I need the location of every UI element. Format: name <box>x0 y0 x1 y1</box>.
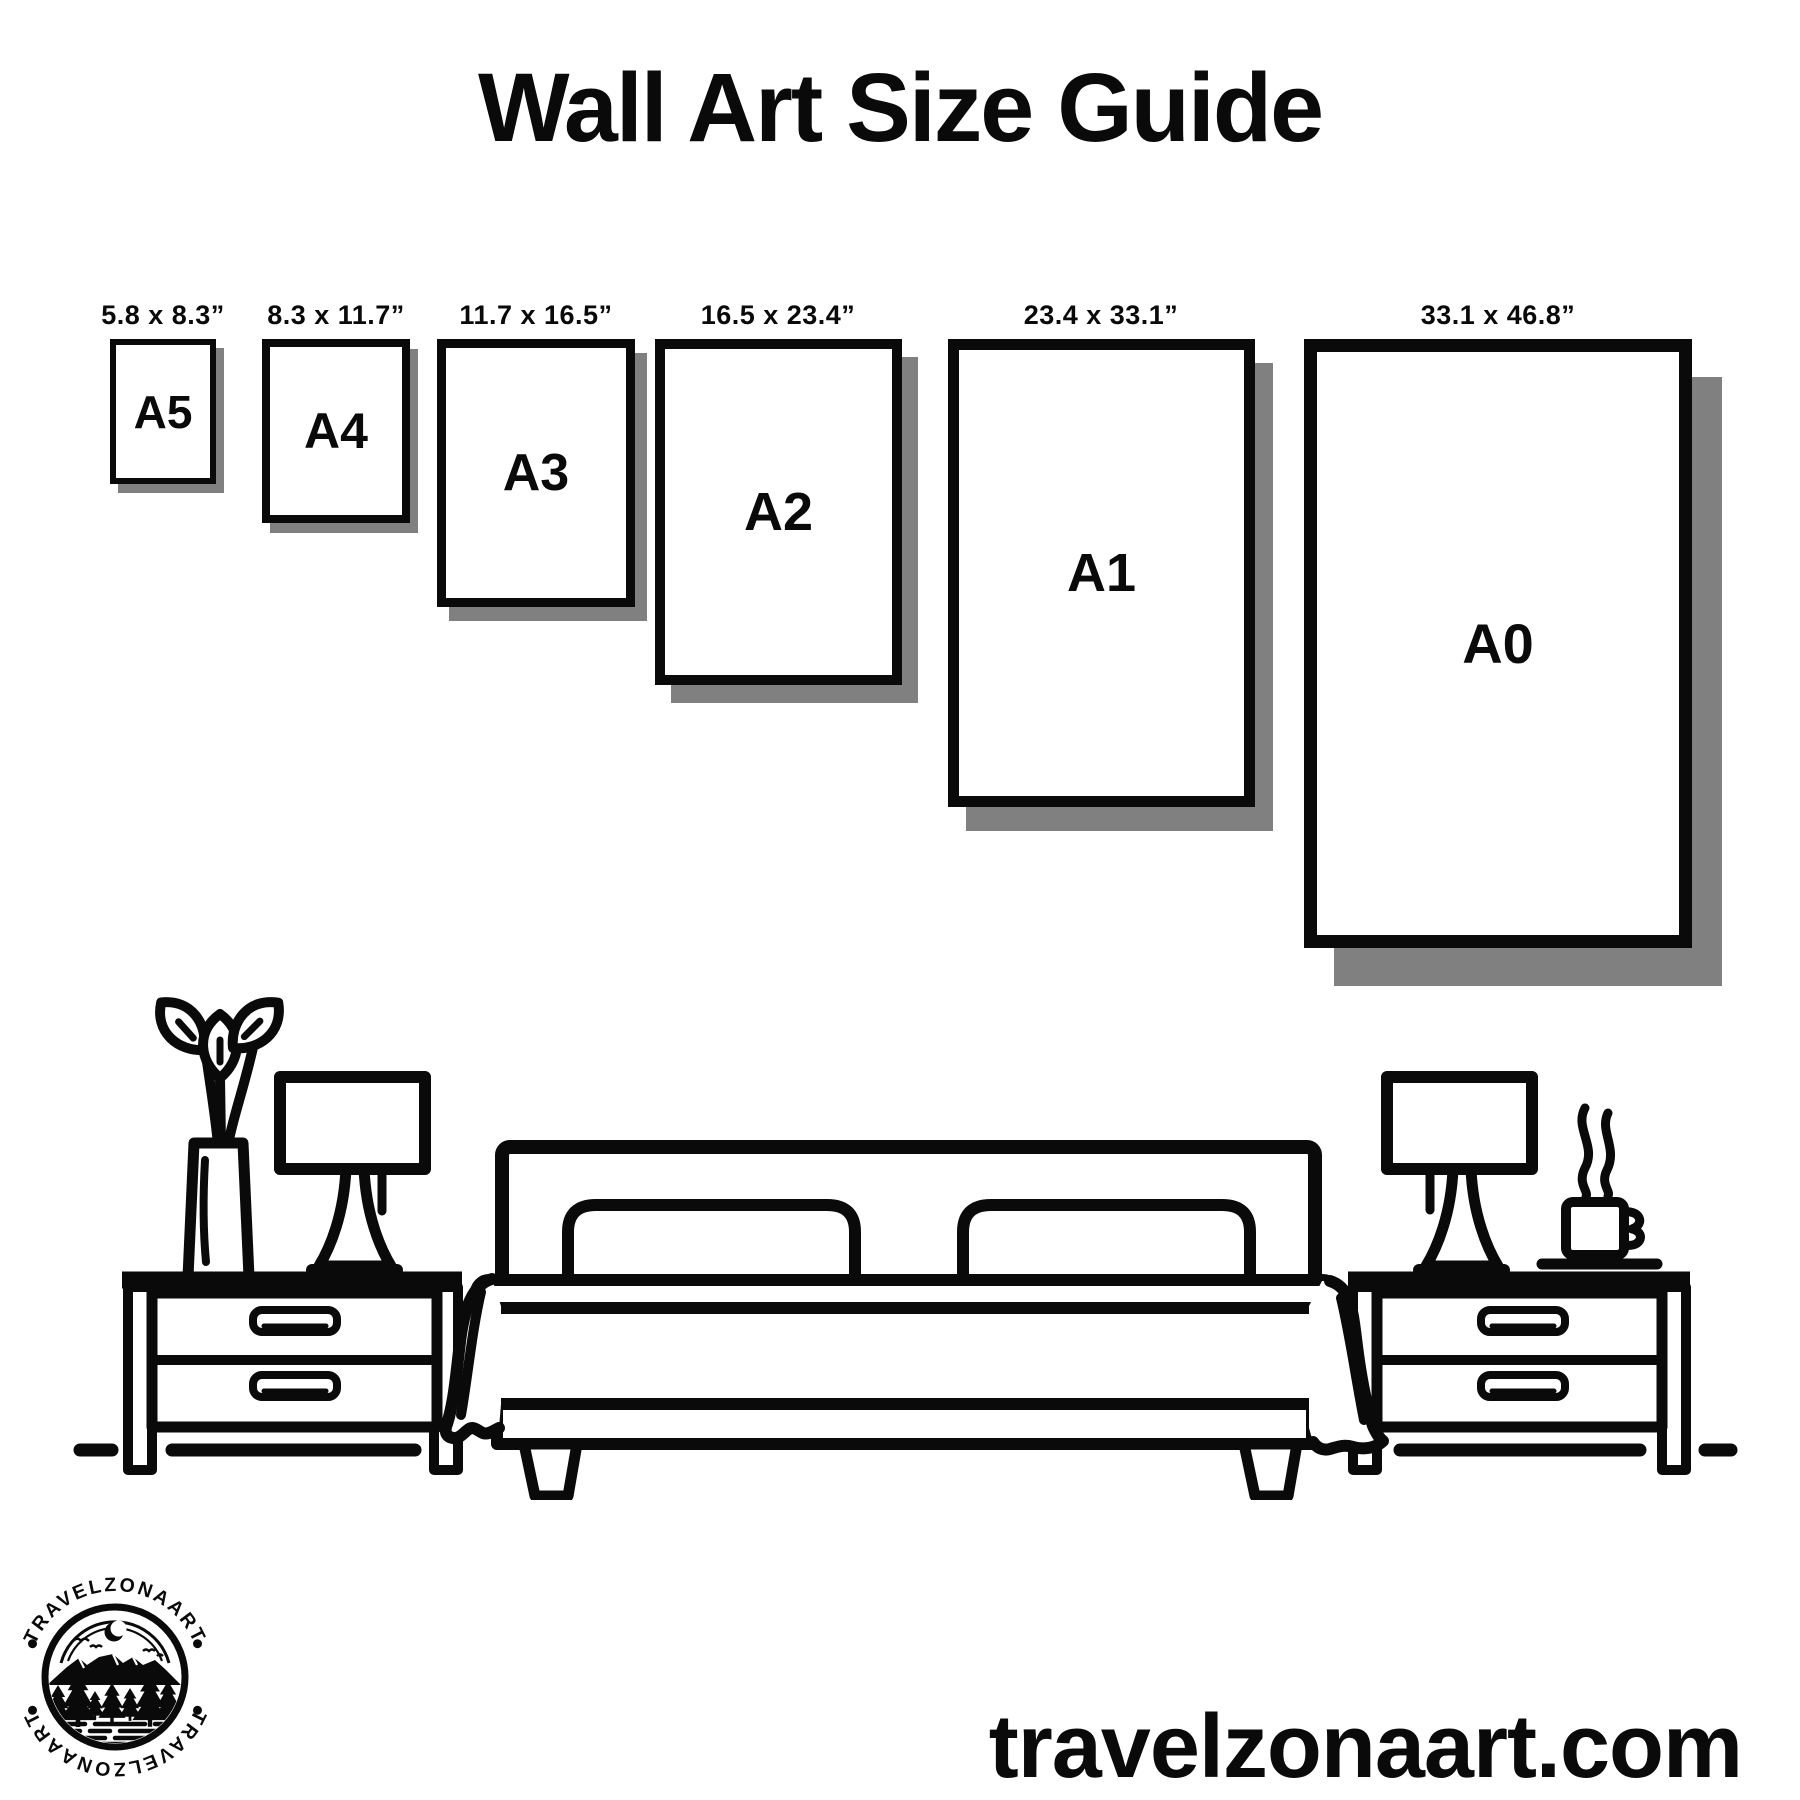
frame-a1 <box>948 339 1255 807</box>
dimension-label-a1: 23.4 x 33.1” <box>1023 300 1179 330</box>
page-title: Wall Art Size Guide <box>477 53 1323 162</box>
dimension-label-a3: 11.7 x 16.5” <box>459 300 613 330</box>
size-code-a0: A0 <box>1462 612 1534 675</box>
mattress-body <box>486 1308 1324 1404</box>
size-code-a2: A2 <box>743 482 814 542</box>
frame-a4 <box>262 339 410 523</box>
dimension-label-a5: 5.8 x 8.3” <box>101 300 225 330</box>
size-code-a4: A4 <box>304 403 368 459</box>
dimension-label-a0: 33.1 x 46.8” <box>1420 300 1576 330</box>
frame-a2 <box>655 339 902 685</box>
vase <box>188 1143 249 1277</box>
frame-a0 <box>1304 339 1692 948</box>
bed-leg-left <box>524 1444 577 1496</box>
bed-leg-right <box>1244 1444 1297 1496</box>
logo-arc-text-bottom: TRAVELZONAART <box>19 1706 211 1781</box>
potted-plant <box>149 991 291 1277</box>
bed-base <box>497 1404 1312 1444</box>
table-lamp-right <box>1387 1077 1532 1270</box>
frame-a3 <box>437 339 635 607</box>
double-bed <box>476 1147 1336 1496</box>
logo-arc-text-top: TRAVELZONAART <box>19 1573 211 1648</box>
nightstand-left <box>122 1280 462 1470</box>
dimension-label-a2: 16.5 x 23.4” <box>700 300 856 330</box>
table-lamp-left <box>280 1077 425 1270</box>
size-code-a3: A3 <box>502 444 570 502</box>
steaming-coffee-mug <box>1542 1108 1657 1264</box>
size-code-a1: A1 <box>1066 543 1137 603</box>
brand-logo <box>5 1567 225 1787</box>
dimension-label-a4: 8.3 x 11.7” <box>267 300 405 330</box>
size-code-a5: A5 <box>133 385 193 438</box>
nightstand-right <box>1348 1280 1690 1470</box>
website-url: travelzonaart.com <box>988 1697 1742 1797</box>
frame-a5 <box>110 339 216 484</box>
bedroom-illustration <box>0 980 1800 1500</box>
